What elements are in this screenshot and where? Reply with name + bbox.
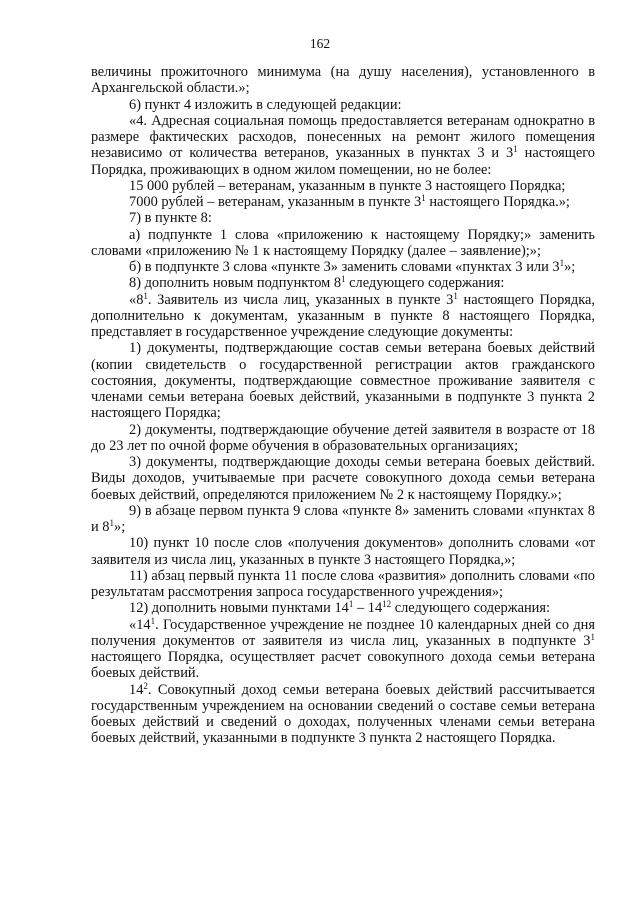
superscript: 1 <box>421 193 426 203</box>
paragraph <box>91 535 595 568</box>
paragraph-text: . Совокупный доход семьи ветерана боевых действий рассчитывается государственным учреждением на основании сведений о составе семьи ветерана боевых действий и сведений о доходах, полученных членами семьи ветерана боевых действий, указанными в подпункте 3 пункта 2 настоящего Порядка. <box>91 681 595 747</box>
paragraph-text: б) в подпункте 3 слова «пункте 3» заменить словами «пунктах 3 или 3 <box>129 259 560 275</box>
paragraph <box>91 210 595 226</box>
paragraph <box>91 568 595 601</box>
paragraph-text: настоящего Порядка.»; <box>425 194 570 210</box>
paragraph <box>91 617 595 682</box>
superscript: 1 <box>513 144 518 155</box>
paragraph-text: – 14 <box>353 600 383 617</box>
paragraph-text: следующего содержания: <box>345 275 505 292</box>
paragraph-text: 1) документы, подтверждающие состав семьи ветерана боевых действий (копии свидетельств о государственной регистрации актов гражданского состояния, документы, подтверждающие совместное проживание заявителя с членами семьи ветерана боевых действий, указанными в подпункте 3 пункта 2 настоящего Порядка; <box>91 340 595 422</box>
paragraph-text: «14 <box>129 616 151 633</box>
superscript: 1 <box>150 615 156 626</box>
paragraph-text: 10) пункт 10 после слов «получения документов» дополнить словами «от заявителя из числа лиц, указанных в пункте 3 настоящего Порядка,»; <box>91 535 595 568</box>
paragraph-text: 7) в пункте 8: <box>129 210 212 227</box>
paragraph-text: 9) в абзаце первом пункта 9 слова «пункте 8» заменить словами «пунктах 8 и 8 <box>91 502 595 535</box>
paragraph-text: . Государственное учреждение не позднее 10 календарных дней со дня получения документов от заявителя из числа лиц, указанных в подпункте 3 <box>91 616 595 649</box>
superscript: 1 <box>559 258 565 268</box>
paragraph <box>91 194 595 210</box>
paragraph-text: 12) дополнить новыми пунктами 14 <box>129 600 349 617</box>
paragraph <box>91 275 595 291</box>
paragraph-text: настоящего Порядка, осуществляет расчет совокупного дохода семьи ветерана боевых действий. <box>91 649 595 682</box>
paragraph-text: 14 <box>129 681 144 698</box>
paragraph <box>91 682 595 747</box>
paragraph <box>91 227 595 260</box>
paragraph-text: «8 <box>129 291 144 308</box>
paragraph <box>91 340 595 421</box>
paragraph <box>91 292 595 341</box>
superscript: 1 <box>109 518 114 528</box>
paragraph-text: 2) документы, подтверждающие обучение детей заявителя в возрасте от 18 до 23 лет по очной форме обучения в образовательных организациях; <box>91 421 595 454</box>
superscript: 12 <box>382 599 392 610</box>
document-body <box>91 64 595 747</box>
paragraph <box>91 97 595 113</box>
paragraph-text: следующего содержания: <box>391 600 550 617</box>
paragraph <box>91 422 595 455</box>
superscript: 1 <box>590 631 595 642</box>
paragraph-text: настоящего Порядка, проживающих в одном жилом помещении, но не более: <box>91 145 596 178</box>
paragraph <box>91 64 595 97</box>
paragraph-text: 15 000 рублей – ветеранам, указанным в пункте 3 настоящего Порядка; <box>129 177 566 194</box>
paragraph-text: 8) дополнить новым подпунктом 8 <box>129 275 342 292</box>
paragraph-text: 11) абзац первый пункта 11 после слова «развития» дополнить словами «по результатам рассмотрения запроса государственного учреждения»; <box>91 567 595 600</box>
paragraph-text: 6) пункт 4 изложить в следующей редакции: <box>129 96 402 113</box>
paragraph <box>91 454 595 503</box>
superscript: 1 <box>143 290 148 301</box>
superscript: 2 <box>143 680 148 691</box>
paragraph-text: «4. Адресная социальная помощь предоставляется ветеранам однократно в размере фактических расходов, понесенных на ремонт жилого помещения независимо от количества ветеранов, указанных в пунктах 3 и 3 <box>91 112 595 162</box>
paragraph-text: величины прожиточного минимума (на душу населения), установленного в Архангельской области.»; <box>91 64 595 97</box>
paragraph-text: настоящего Порядка, дополнительно к документам, указанным в пункте 8 настоящего Порядка, представляет в государственное учреждение следующие документы: <box>91 291 595 340</box>
page-number: 162 <box>309 36 331 51</box>
paragraph-text: а) подпункте 1 слова «приложению к настоящему Порядку;» заменить словами «приложению № 1 к настоящему Порядку (далее – заявление);»; <box>91 226 595 259</box>
paragraph <box>91 113 595 178</box>
paragraph-text: . Заявитель из числа лиц, указанных в пункте 3 <box>147 291 454 308</box>
paragraph <box>91 503 595 536</box>
superscript: 1 <box>453 290 458 301</box>
paragraph-text: »; <box>114 519 126 535</box>
paragraph-text: »; <box>564 259 576 275</box>
paragraph-text: 7000 рублей – ветеранам, указанным в пункте 3 <box>129 194 422 210</box>
paragraph <box>91 178 595 194</box>
paragraph-text: 3) документы, подтверждающие доходы семьи ветерана боевых действий. Виды доходов, учитываемые при расчете совокупного дохода семьи ветерана боевых действий, определяются приложением № 2 к настоящему Порядку.»; <box>91 454 595 503</box>
superscript: 1 <box>348 599 354 610</box>
paragraph <box>91 259 595 275</box>
superscript: 1 <box>341 274 346 285</box>
paragraph <box>91 600 595 616</box>
